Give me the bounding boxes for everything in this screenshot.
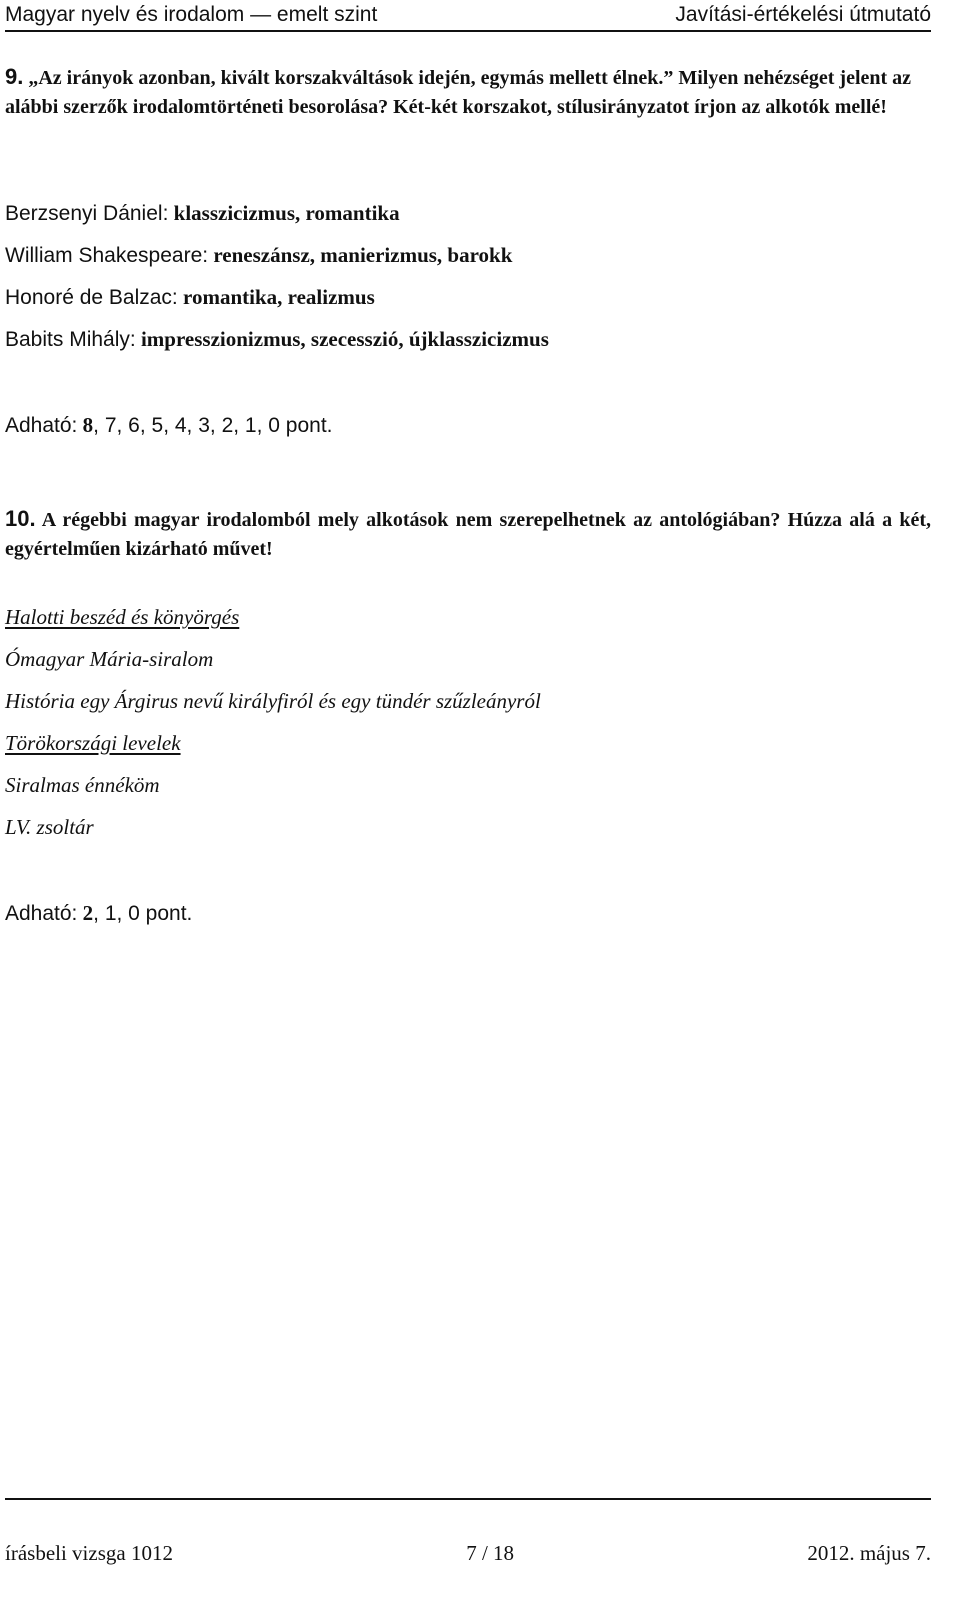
answer-row: [5, 327, 549, 352]
author-name: Berzsenyi Dániel:: [5, 202, 169, 225]
author-name: William Shakespeare:: [5, 244, 209, 267]
question-10-number: 10.: [5, 506, 36, 531]
question-10-text: A régebbi magyar irodalomból mely alkotások nem szerepelhetnek az antológiában? Húzza alá a két, egyértelműen kizárható művet!: [5, 509, 931, 560]
header-subject: Magyar nyelv és irodalom — emelt szint: [5, 3, 378, 26]
answer-row: [5, 285, 375, 310]
footer-exam-code: írásbeli vizsga 1012: [5, 1541, 173, 1565]
work-title: Halotti beszéd és könyörgés: [5, 605, 240, 629]
question-9-number: 9.: [5, 64, 24, 89]
question-10: [5, 504, 931, 564]
work-title: Siralmas énnéköm: [5, 773, 160, 797]
header-doc-type: Javítási-értékelési útmutató: [675, 3, 931, 26]
work-title: Törökországi levelek: [5, 731, 181, 755]
score-line-9: [5, 413, 332, 438]
score-max: 8: [82, 413, 94, 437]
question-9-text: „Az irányok azonban, kivált korszakváltások idején, egymás mellett élnek.” Milyen nehézséget jelent az alábbi szerzők irodalomtörténeti besorolása? Két-két korszakot, stílusirányzatot írjon az alkotók mellé!: [5, 67, 912, 118]
answer-row: [5, 201, 400, 226]
work-title: História egy Árgirus nevű királyfiról és egy tündér szűzleányról: [5, 689, 541, 713]
answer-row: [5, 243, 512, 268]
footer-date: 2012. május 7.: [807, 1541, 931, 1565]
author-name: Honoré de Balzac:: [5, 286, 178, 309]
author-periods: reneszánsz, manierizmus, barokk: [213, 243, 513, 267]
score-rest: , 1, 0 pont.: [93, 902, 193, 925]
page-footer: [5, 1541, 931, 1566]
footer-page-number: 7 / 18: [466, 1541, 515, 1565]
author-periods: klasszicizmus, romantika: [173, 201, 400, 225]
page-header: [5, 0, 931, 32]
work-title: Ómagyar Mária-siralom: [5, 647, 214, 671]
score-rest: , 7, 6, 5, 4, 3, 2, 1, 0 pont.: [93, 414, 333, 437]
work-title: LV. zsoltár: [5, 815, 94, 839]
score-prefix: Adható:: [5, 902, 78, 925]
author-periods: impresszionizmus, szecesszió, újklasszicizmus: [140, 327, 549, 351]
author-periods: romantika, realizmus: [183, 285, 375, 309]
score-prefix: Adható:: [5, 414, 78, 437]
footer-divider: [5, 1498, 931, 1500]
score-max: 2: [82, 901, 94, 925]
question-9: [5, 62, 931, 122]
score-line-10: [5, 901, 192, 926]
author-name: Babits Mihály:: [5, 328, 136, 351]
